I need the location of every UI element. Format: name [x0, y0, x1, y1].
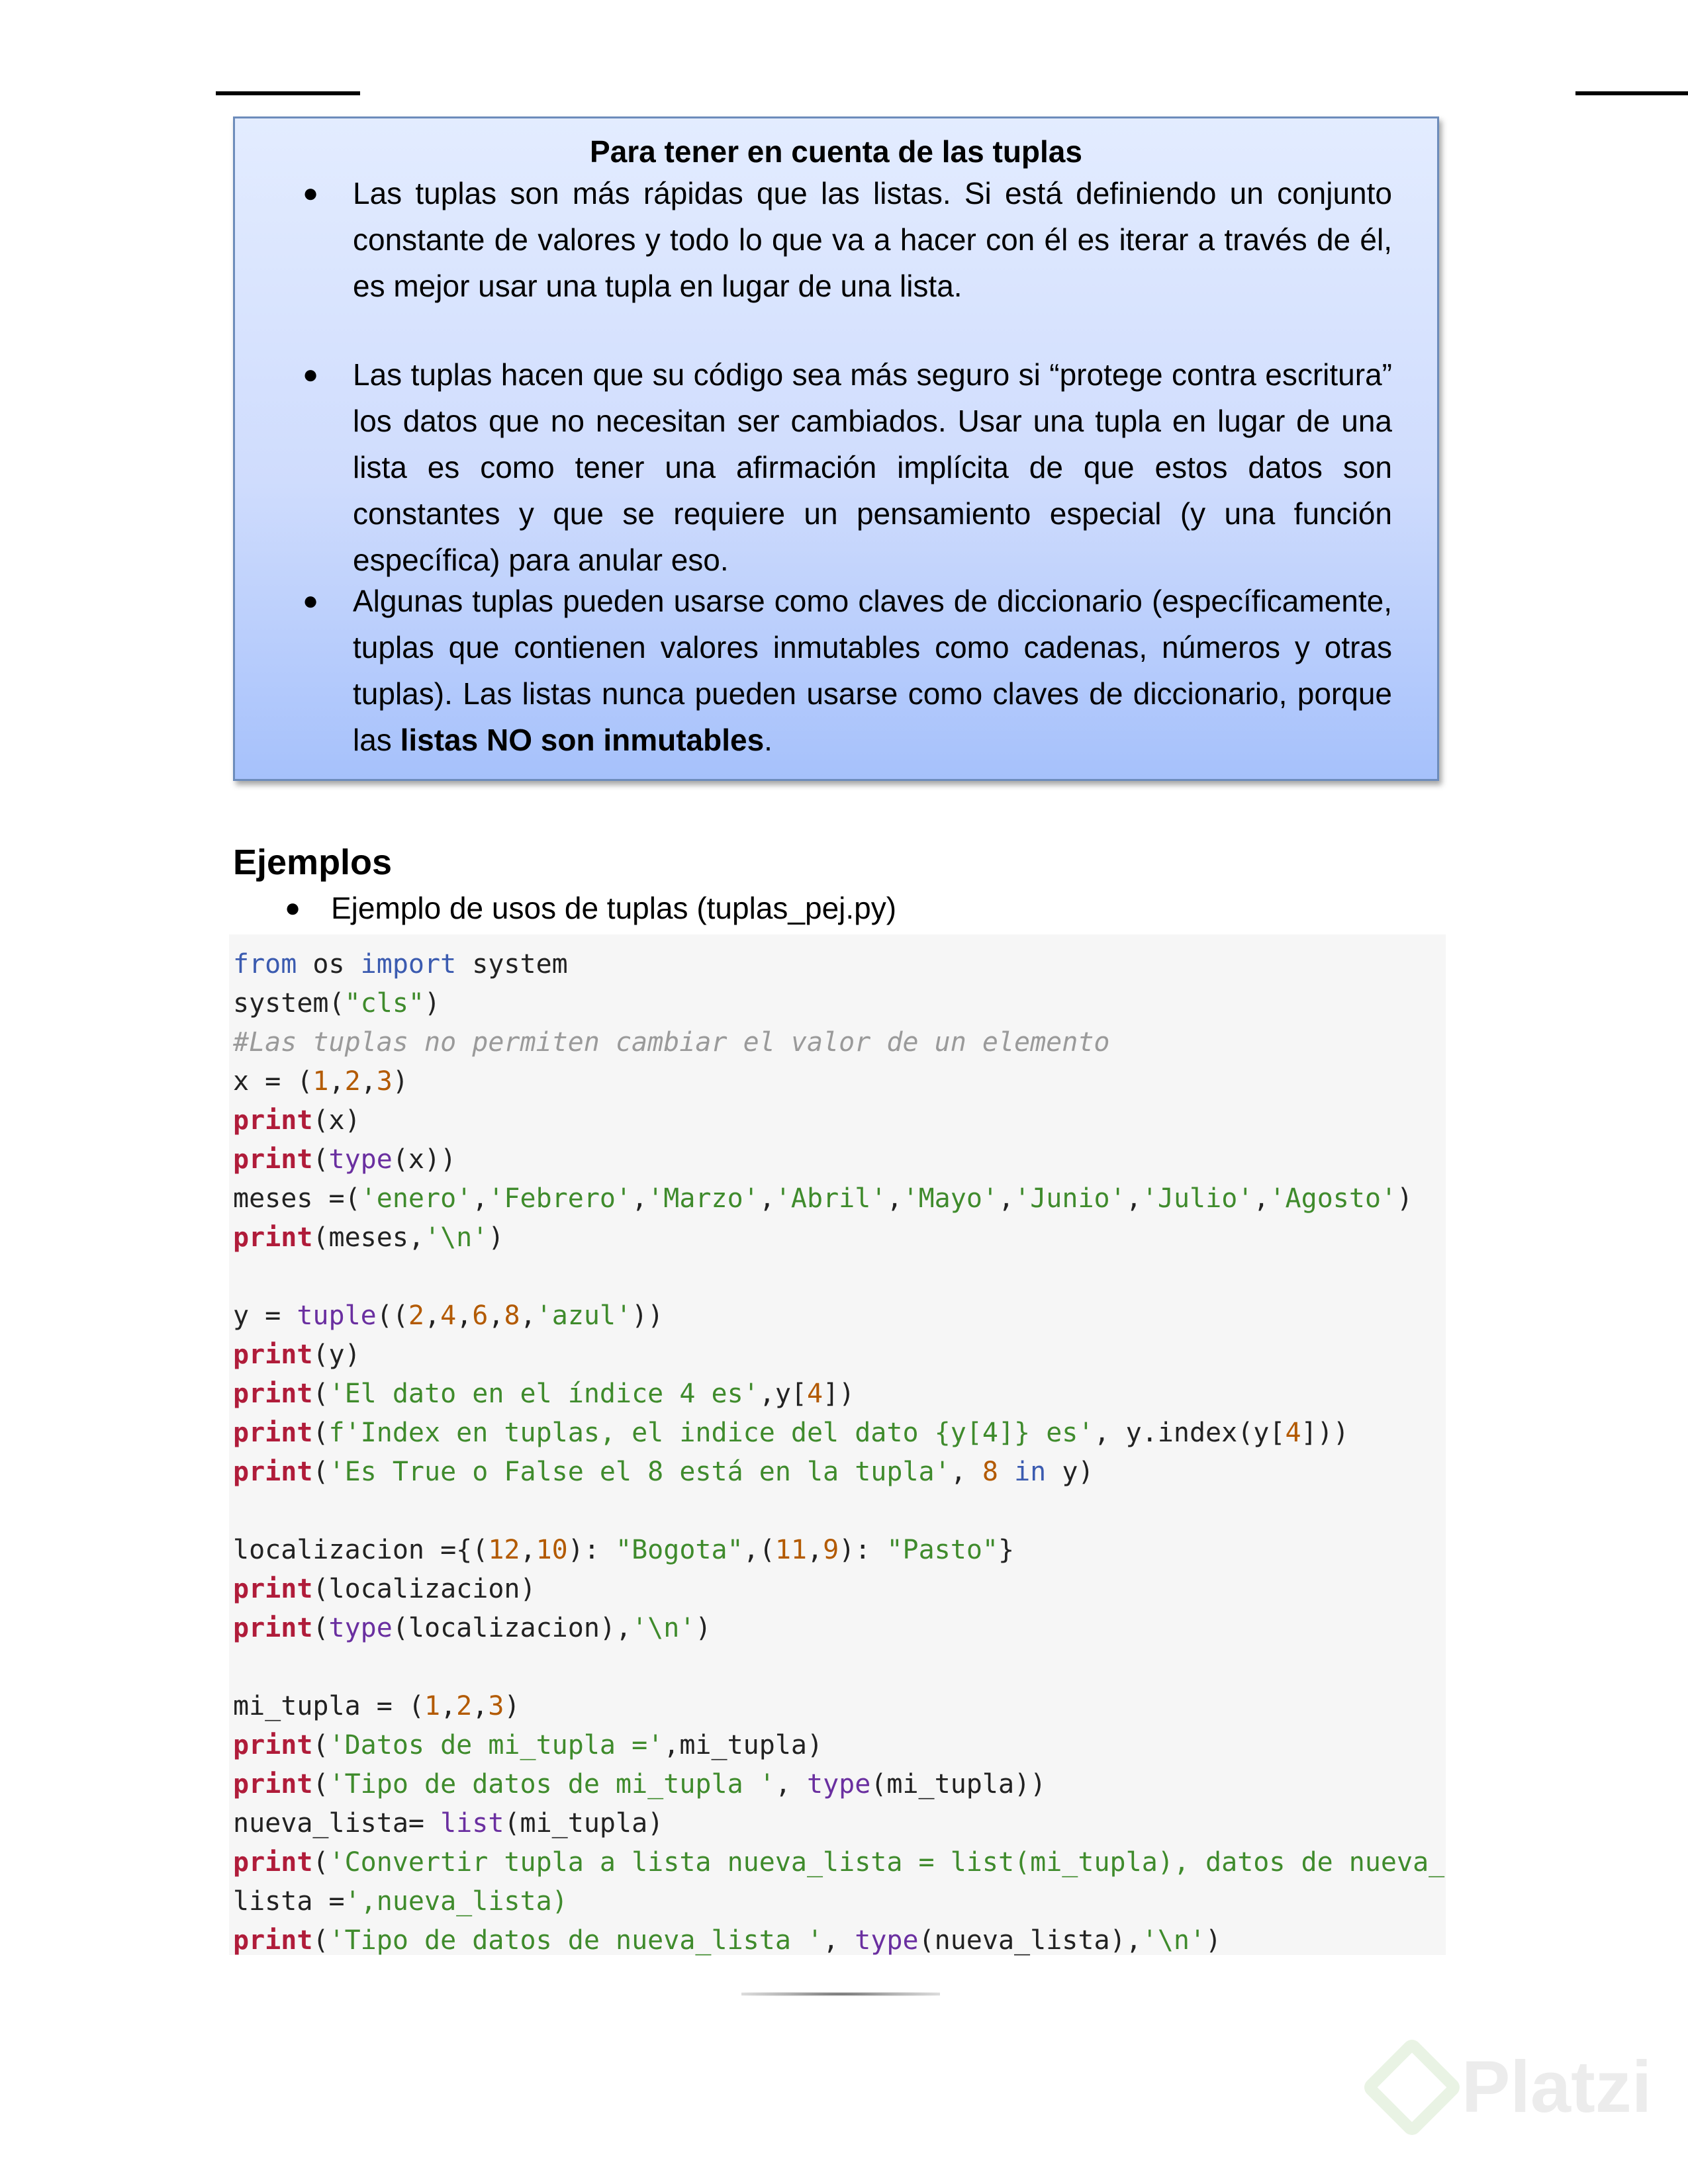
code-line: meses =('enero','Febrero','Marzo','Abril','Mayo','Junio','Julio','Agosto') [233, 1183, 1413, 1214]
code-line: x = (1,2,3) [233, 1066, 408, 1097]
header-rule-right [1575, 91, 1688, 95]
code-line: nueva_lista= list(mi_tupla) [233, 1808, 664, 1839]
bullet-icon: ● [303, 360, 319, 389]
bullet-icon: ● [303, 586, 319, 615]
code-line: print(localizacion) [233, 1574, 536, 1604]
note-item [303, 351, 1392, 583]
footer-rule [741, 1992, 940, 1996]
code-line: print(y) [233, 1340, 361, 1370]
code-line: print('Datos de mi_tupla =',mi_tupla) [233, 1730, 823, 1760]
code-line: print(f'Index en tuplas, el indice del dato {y[4]} es', y.index(y[4])) [233, 1418, 1349, 1448]
note-title: Para tener en cuenta de las tuplas [590, 134, 1082, 169]
code-line: print(x) [233, 1105, 361, 1136]
code-line: system("cls") [233, 988, 441, 1019]
tuples-note-box [233, 116, 1439, 781]
code-line: print('El dato en el índice 4 es',y[4]) [233, 1379, 855, 1409]
platzi-logo-icon [1360, 2036, 1464, 2139]
note-item-tail: . [764, 723, 773, 757]
note-item-bold: listas NO son inmutables [400, 723, 765, 757]
example-list-item [285, 887, 897, 929]
note-item-text: Las tuplas hacen que su código sea más seguro si “protege contra escritura” los datos que no necesitan ser cambiados. Usar una tupla en lugar de una lista es como tener una afirmación implícita de que estos datos son constantes y que se requiere un pensamiento especial (y una función específica) para anular eso. [353, 357, 1392, 577]
code-line: print('Es True o False el 8 está en la tupla', 8 in y) [233, 1457, 1094, 1487]
bullet-icon: ● [303, 179, 319, 208]
code-line: print('Tipo de datos de mi_tupla ', type(mi_tupla)) [233, 1769, 1047, 1799]
code-line: y = tuple((2,4,6,8,'azul')) [233, 1300, 664, 1331]
platzi-watermark [1376, 2045, 1652, 2129]
code-line: print('Tipo de datos de nueva_lista ', type(nueva_lista),'\n') [233, 1925, 1222, 1956]
code-line: localizacion ={(12,10): "Bogota",(11,9): "Pasto"} [233, 1535, 1015, 1565]
section-title: Ejemplos [233, 842, 393, 882]
note-item [303, 170, 1392, 309]
code-line: mi_tupla = (1,2,3) [233, 1691, 520, 1721]
example-label: Ejemplo de usos de tuplas (tuplas_pej.py) [331, 891, 897, 925]
note-item [303, 578, 1392, 763]
bullet-icon: ● [285, 893, 301, 923]
code-line: #Las tuplas no permiten cambiar el valor de un elemento [233, 1027, 1110, 1058]
watermark-text: Platzi [1462, 2046, 1652, 2128]
code-line: print(type(localizacion),'\n') [233, 1613, 712, 1643]
code-block [229, 934, 1446, 1955]
note-item-text: Las tuplas son más rápidas que las listas. Si está definiendo un conjunto constante de valores y todo lo que va a hacer con él es iterar a través de él, es mejor usar una tupla en lugar de una lista. [353, 176, 1392, 303]
code-line: lista =',nueva_lista) [233, 1886, 568, 1917]
header-rule-left [216, 91, 360, 95]
code-line: print(type(x)) [233, 1144, 457, 1175]
code-line: from os import system [233, 949, 568, 979]
note-item-text: Algunas tuplas pueden usarse como claves de diccionario (específicamente, tuplas que contienen valores inmutables como cadenas, números y otras tuplas). Las listas nunca pueden usarse como claves de diccionario, porque las [353, 584, 1392, 757]
code-line: print('Convertir tupla a lista nueva_lista = list(mi_tupla), datos de nueva_ [233, 1847, 1445, 1878]
code-line: print(meses,'\n') [233, 1222, 504, 1253]
